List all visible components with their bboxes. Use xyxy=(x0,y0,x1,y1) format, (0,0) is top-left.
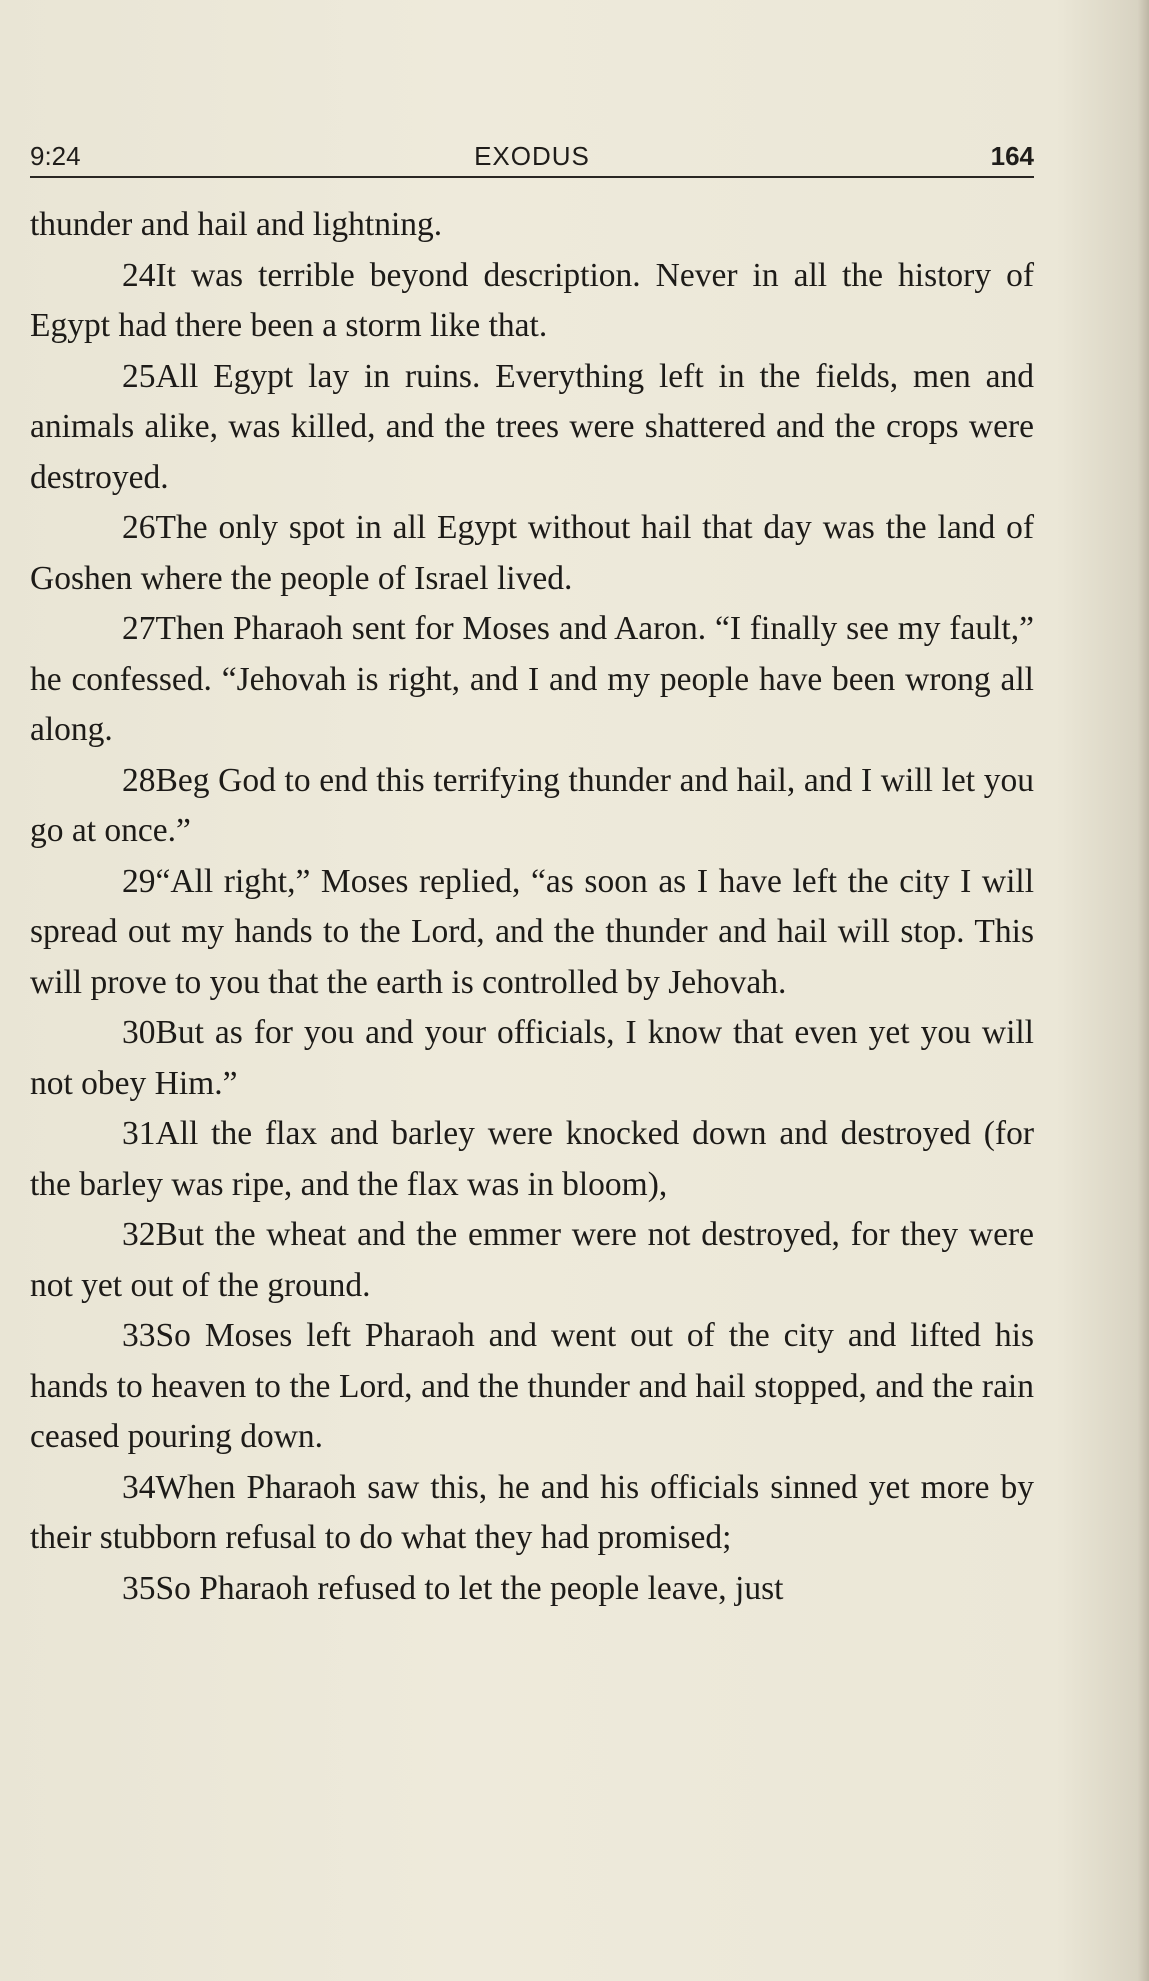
verse-text: Then Pharaoh sent for Moses and Aaron. “I finally see my fault,” he confessed. “Jehovah is right, and I and my people have been wrong all along. xyxy=(30,610,1034,748)
verse-27 xyxy=(30,604,1034,756)
verse-number: 30 xyxy=(122,1014,156,1051)
verse-number: 27 xyxy=(122,610,156,647)
verse-29 xyxy=(30,857,1034,1009)
verse-number: 35 xyxy=(122,1569,156,1607)
verse-text: Beg God to end this terrifying thunder and hail, and I will let you go at once.” xyxy=(30,761,1034,849)
verse-text: But as for you and your officials, I know that even yet you will not obey Him.” xyxy=(30,1014,1034,1102)
running-header xyxy=(30,134,1034,178)
verse-28 xyxy=(30,756,1034,857)
verse-text: When Pharaoh saw this, he and his officials sinned yet more by their stubborn refusal to do what they had promised; xyxy=(30,1468,1034,1556)
verse-number: 26 xyxy=(122,509,156,546)
verse-31 xyxy=(30,1109,1034,1210)
page-number: 164 xyxy=(990,141,1034,171)
chapter-verse-reference: 9:24 xyxy=(30,141,81,171)
verse-number: 24 xyxy=(122,256,156,294)
verse-text: thunder and hail and lightning. xyxy=(30,206,443,243)
verse-25 xyxy=(30,352,1034,504)
verse-number: 29 xyxy=(122,862,156,900)
verse-text: The only spot in all Egypt without hail that day was the land of Goshen where the people of Israel lived. xyxy=(30,509,1034,597)
verse-number: 32 xyxy=(122,1216,156,1253)
verse-text: So Pharaoh refused to let the people leave, just xyxy=(155,1569,784,1607)
verse-text: “All right,” Moses replied, “as soon as I have left the city I will spread out my hands to the Lord, and the thunder and hail will stop. This will prove to you that the earth is controlled by Jehovah. xyxy=(30,862,1034,1001)
verse-number: 28 xyxy=(122,761,156,799)
verse-34 xyxy=(30,1463,1034,1564)
verse-text: It was terrible beyond description. Never in all the history of Egypt had there been a storm like that. xyxy=(30,256,1034,344)
verse-number: 31 xyxy=(122,1115,156,1152)
verse-number: 34 xyxy=(122,1468,156,1506)
verse-text: So Moses left Pharaoh and went out of the city and lifted his hands to heaven to the Lord, and the thunder and hail stopped, and the rain ceased pouring down. xyxy=(30,1317,1034,1455)
verse-33 xyxy=(30,1311,1034,1463)
verse-32 xyxy=(30,1210,1034,1311)
book-title: EXODUS xyxy=(474,141,590,171)
scripture-text xyxy=(30,200,1034,1614)
verse-30 xyxy=(30,1008,1034,1109)
paragraph-continuation xyxy=(30,200,1034,251)
verse-text: All Egypt lay in ruins. Everything left in the fields, men and animals alike, was killed, and the trees were shattered and the crops were destroyed. xyxy=(30,357,1034,496)
verse-35 xyxy=(30,1564,1034,1615)
verse-24 xyxy=(30,251,1034,352)
verse-26 xyxy=(30,503,1034,604)
verse-text: But the wheat and the emmer were not destroyed, for they were not yet out of the ground. xyxy=(30,1216,1034,1304)
verse-text: All the flax and barley were knocked down and destroyed (for the barley was ripe, and the flax was in bloom), xyxy=(30,1115,1034,1203)
verse-number: 25 xyxy=(122,357,156,395)
verse-number: 33 xyxy=(122,1317,156,1354)
